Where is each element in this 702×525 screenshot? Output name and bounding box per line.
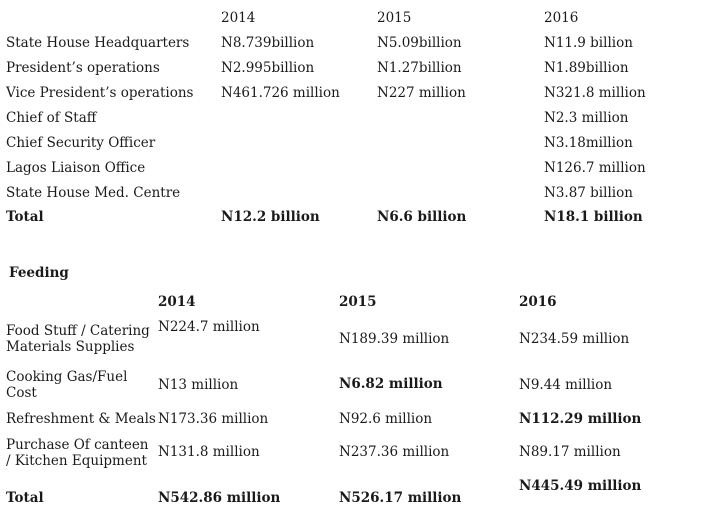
table1-cell: N2.3 million	[544, 110, 629, 126]
table1-row-label: Vice President’s operations	[6, 85, 194, 101]
table1-cell: N11.9 billion	[544, 35, 633, 51]
table1-year-2015: 2015	[377, 10, 412, 26]
table1-total-cell: N12.2 billion	[221, 209, 320, 225]
table2-year-2015: 2015	[339, 294, 377, 310]
table2-cell: N189.39 million	[339, 331, 450, 347]
table2-row-label: Refreshment & Meals	[6, 411, 156, 427]
table2-cell: N237.36 million	[339, 444, 450, 460]
table1-cell: N126.7 million	[544, 160, 646, 176]
table2-year-2016: 2016	[519, 294, 557, 310]
table1-cell: N3.18million	[544, 135, 633, 151]
table1-cell: N3.87 billion	[544, 185, 633, 201]
table1-row-label: State House Med. Centre	[6, 185, 181, 201]
table2-cell: N234.59 million	[519, 331, 630, 347]
table2-cell: N6.82 million	[339, 376, 443, 392]
table1-year-2014: 2014	[221, 10, 256, 26]
table1-row-label: Chief of Staff	[6, 110, 97, 126]
table2-cell: N13 million	[158, 377, 239, 393]
table1-cell: N1.27billion	[377, 60, 462, 76]
table1-total-cell: N6.6 billion	[377, 209, 467, 225]
table2-total-cell: N445.49 million	[519, 478, 642, 494]
table1-cell: N461.726 million	[221, 85, 340, 101]
table2-total-label: Total	[6, 490, 44, 506]
table2-total-cell: N526.17 million	[339, 490, 462, 506]
table1-total-cell: N18.1 billion	[544, 209, 643, 225]
table2-cell: N9.44 million	[519, 377, 613, 393]
table1-row-label: Chief Security Officer	[6, 135, 156, 151]
table1-row-label: President’s operations	[6, 60, 160, 76]
table2-row-label: Purchase Of canteen / Kitchen Equipment	[6, 437, 149, 469]
table1-row-label: Lagos Liaison Office	[6, 160, 146, 176]
table2-cell: N112.29 million	[519, 411, 642, 427]
table2-cell: N89.17 million	[519, 444, 621, 460]
table1-row-label: State House Headquarters	[6, 35, 190, 51]
table2-year-2014: 2014	[158, 294, 196, 310]
table1-cell: N5.09billion	[377, 35, 462, 51]
table2-total-cell: N542.86 million	[158, 490, 281, 506]
table2-row-label: Food Stuff / Catering Materials Supplies	[6, 323, 150, 355]
table1-total-label: Total	[6, 209, 44, 225]
table1-cell: N2.995billion	[221, 60, 315, 76]
table2-cell: N92.6 million	[339, 411, 433, 427]
table2-cell: N131.8 million	[158, 444, 260, 460]
table1-cell: N227 million	[377, 85, 466, 101]
feeding-heading: Feeding	[9, 265, 69, 281]
table2-row-label: Cooking Gas/Fuel Cost	[6, 369, 128, 401]
table2-cell: N224.7 million	[158, 319, 260, 335]
table1-cell: N1.89billion	[544, 60, 629, 76]
table1-cell: N321.8 million	[544, 85, 646, 101]
table1-year-2016: 2016	[544, 10, 579, 26]
table1-cell: N8.739billion	[221, 35, 315, 51]
table2-cell: N173.36 million	[158, 411, 269, 427]
